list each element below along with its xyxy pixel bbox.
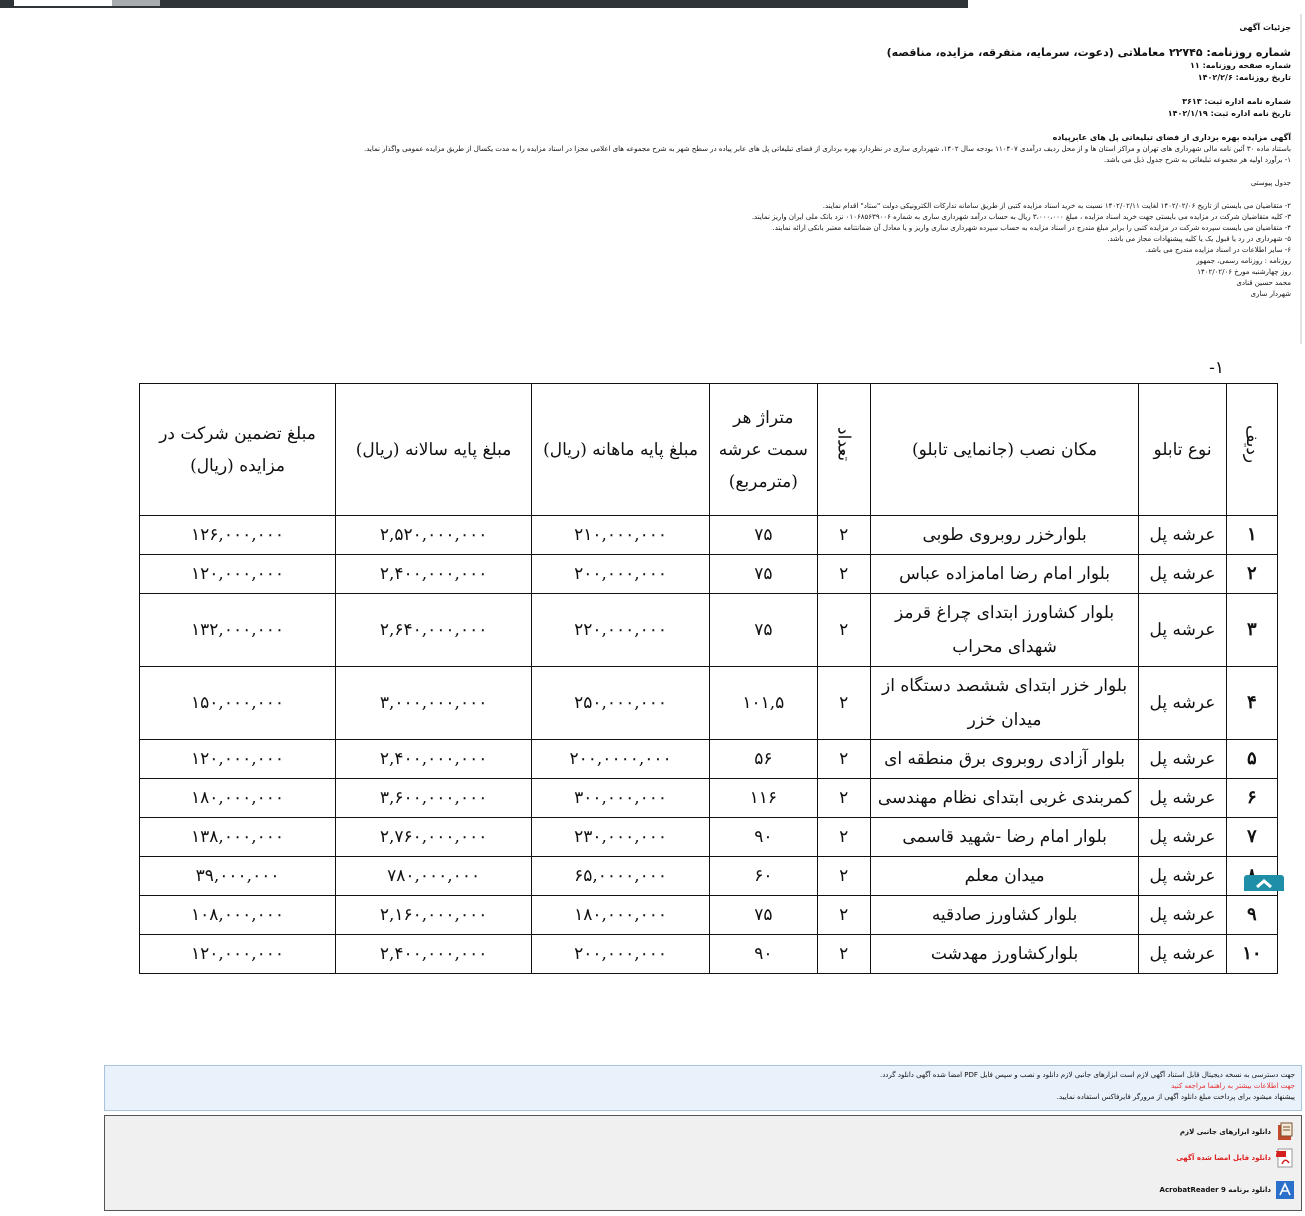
- notice-line: جهت دسترسی به نسخه دیجیتال قابل استناد آگهی لازم است ابزارهای جانبی لازم دانلود و نصب و سپس فایل PDF امضا شده آگهی دانلود گردد.: [879, 1071, 1295, 1079]
- cell-count: ۲: [817, 857, 870, 896]
- notice-line: پیشنهاد میشود برای پرداخت مبلغ دانلود آگهی از مرورگر فایرفاکس استفاده نمایید.: [1056, 1093, 1295, 1101]
- cell-area: ۵۶: [710, 740, 818, 779]
- condition-line: ۵- شهرداری در رد یا قبول یک یا کلیه پیشنهادات مجاز می باشد.: [1107, 235, 1291, 243]
- cell-place: کمربندی غربی ابتدای نظام مهندسی: [870, 779, 1138, 818]
- cell-monthly: ۳۰۰,۰۰۰,۰۰۰: [532, 779, 710, 818]
- cell-area: ۷۵: [710, 896, 818, 935]
- cell-area: ۷۵: [710, 594, 818, 667]
- cell-row: ۹: [1226, 896, 1277, 935]
- top-tab-secondary[interactable]: [112, 0, 160, 6]
- cell-monthly: ۶۵,۰۰۰۰,۰۰۰: [532, 857, 710, 896]
- cell-count: ۲: [817, 896, 870, 935]
- page-number: شماره صفحه روزنامه: ۱۱: [1190, 61, 1291, 70]
- cell-count: ۲: [817, 740, 870, 779]
- attached-table-label: جدول پیوستی: [1250, 179, 1291, 187]
- cell-guarantee: ۳۹,۰۰۰,۰۰۰: [140, 857, 336, 896]
- cell-area: ۷۵: [710, 516, 818, 555]
- download-signed-pdf-link[interactable]: F دانلود فایل امضا شده آگهی: [1176, 1148, 1295, 1168]
- cell-monthly: ۲۰۰,۰۰۰,۰۰۰: [532, 935, 710, 974]
- signer-name: محمد حسین قنادی: [1236, 279, 1291, 287]
- download-acrobat-link[interactable]: دانلود برنامه AcrobatReader 9: [1160, 1180, 1295, 1200]
- cell-type: عرشه پل: [1139, 516, 1226, 555]
- cell-row: ۵: [1226, 740, 1277, 779]
- cell-type: عرشه پل: [1139, 667, 1226, 740]
- cell-type: عرشه پل: [1139, 779, 1226, 818]
- condition-line: ۲- متقاضیان می بایستی از تاریخ ۱۴۰۲/۰۲/۰۶ لغایت ۱۴۰۲/۰۲/۱۱ نسبت به خرید اسناد مزایده کتبی از طریق سامانه تدارکات الکترونیکی دولت "ستاد" اقدام نمایند.: [822, 202, 1291, 210]
- cell-guarantee: ۱۸۰,۰۰۰,۰۰۰: [140, 779, 336, 818]
- cell-area: ۱۰۱,۵: [710, 667, 818, 740]
- cell-monthly: ۲۵۰,۰۰۰,۰۰۰: [532, 667, 710, 740]
- cell-guarantee: ۱۲۰,۰۰۰,۰۰۰: [140, 555, 336, 594]
- cell-place: بلوارخزر روبروی طوبی: [870, 516, 1138, 555]
- cell-row: ۳: [1226, 594, 1277, 667]
- cell-annual: ۲,۶۴۰,۰۰۰,۰۰۰: [336, 594, 532, 667]
- cell-place: بلوار کشاورز صادقیه: [870, 896, 1138, 935]
- cell-count: ۲: [817, 516, 870, 555]
- publication: روزنامه : روزنامه رسمی، جمهور: [1196, 257, 1291, 265]
- cell-area: ۹۰: [710, 935, 818, 974]
- table-row: [140, 555, 1278, 594]
- cell-place: میدان معلم: [870, 857, 1138, 896]
- cell-area: ۷۵: [710, 555, 818, 594]
- help-link[interactable]: جهت اطلاعات بیشتر به راهنما مراجعه کنید: [1171, 1082, 1295, 1090]
- scroll-to-top-button[interactable]: [1244, 875, 1284, 891]
- cell-type: عرشه پل: [1139, 740, 1226, 779]
- cell-type: عرشه پل: [1139, 555, 1226, 594]
- cell-area: ۹۰: [710, 818, 818, 857]
- cell-type: عرشه پل: [1139, 935, 1226, 974]
- cell-type: عرشه پل: [1139, 896, 1226, 935]
- ad-body-line: ۱- برآورد اولیه هر مجموعه تبلیغاتی به شرح جدول ذیل می باشد.: [1103, 156, 1291, 164]
- cell-count: ۲: [817, 818, 870, 857]
- header-type: نوع تابلو: [1139, 384, 1226, 516]
- header-guarantee: مبلغ تضمین شرکت در مزایده (ریال): [140, 384, 336, 516]
- cell-annual: ۲,۵۲۰,۰۰۰,۰۰۰: [336, 516, 532, 555]
- cell-guarantee: ۱۲۰,۰۰۰,۰۰۰: [140, 740, 336, 779]
- cell-place: بلوار امام رضا امامزاده عباس: [870, 555, 1138, 594]
- download-notice: [104, 1065, 1302, 1111]
- cell-row: ۴: [1226, 667, 1277, 740]
- cell-guarantee: ۱۳۸,۰۰۰,۰۰۰: [140, 818, 336, 857]
- cell-count: ۲: [817, 935, 870, 974]
- cell-type: عرشه پل: [1139, 818, 1226, 857]
- cell-monthly: ۲۲۰,۰۰۰,۰۰۰: [532, 594, 710, 667]
- cell-annual: ۲,۱۶۰,۰۰۰,۰۰۰: [336, 896, 532, 935]
- header-area: متراژ هر سمت عرشه (مترمربع): [710, 384, 818, 516]
- cell-place: بلوار کشاورز ابتدای چراغ قرمز شهدای محراب: [870, 594, 1138, 667]
- table-row: [140, 740, 1278, 779]
- header-count: تعداد: [817, 384, 870, 516]
- cell-monthly: ۲۱۰,۰۰۰,۰۰۰: [532, 516, 710, 555]
- cell-monthly: ۲۰۰,۰۰۰۰,۰۰۰: [532, 740, 710, 779]
- table-row: [140, 857, 1278, 896]
- acrobat-icon: [1275, 1180, 1295, 1200]
- cell-annual: ۷۸۰,۰۰۰,۰۰۰: [336, 857, 532, 896]
- cell-monthly: ۲۳۰,۰۰۰,۰۰۰: [532, 818, 710, 857]
- ad-title: آگهی مزایده بهره برداری از فضای تبلیغاتی پل های عابرپیاده: [1052, 133, 1291, 142]
- cell-row: ۱: [1226, 516, 1277, 555]
- condition-line: ۴- متقاضیان می بایست سپرده شرکت در مزایده کتبی را برابر مبلغ مندرج در اسناد مزایده به حساب سپرده شهرداری ساری واریز و یا معادل آن ضمانتنامه معتبر بانکی ارائه نمایند.: [772, 224, 1291, 232]
- cell-area: ۶۰: [710, 857, 818, 896]
- cell-annual: ۳,۰۰۰,۰۰۰,۰۰۰: [336, 667, 532, 740]
- registry-number: شماره نامه اداره ثبت: ۳۶۱۳: [1182, 97, 1291, 106]
- cell-area: ۱۱۶: [710, 779, 818, 818]
- table-row: [140, 935, 1278, 974]
- pdf-icon: [1275, 1148, 1295, 1168]
- cell-row: ۶: [1226, 779, 1277, 818]
- cell-annual: ۲,۷۶۰,۰۰۰,۰۰۰: [336, 818, 532, 857]
- table-header-row: [140, 384, 1278, 516]
- newspaper-number: شماره روزنامه: ۲۲۷۴۵ معاملاتی (دعوت، سرمایه، متفرقه، مزایده، مناقصه): [886, 46, 1291, 59]
- package-icon: [1275, 1122, 1295, 1142]
- cell-annual: ۳,۶۰۰,۰۰۰,۰۰۰: [336, 779, 532, 818]
- section-title: جزئیات آگهی: [1239, 23, 1291, 32]
- cell-place: بلوار آزادی روبروی برق منطقه ای: [870, 740, 1138, 779]
- cell-guarantee: ۱۳۲,۰۰۰,۰۰۰: [140, 594, 336, 667]
- cell-count: ۲: [817, 667, 870, 740]
- cell-place: بلوار امام رضا -شهید قاسمی: [870, 818, 1138, 857]
- cell-monthly: ۲۰۰,۰۰۰,۰۰۰: [532, 555, 710, 594]
- ad-body-line: باستناد ماده ۳۰ آئین نامه مالی شهرداری های تهران و مراکز استان ها و از محل ردیف درآمدی ۱۱۰۴۰۷ بودجه سال ۱۴۰۲، شهرداری ساری در نظردارد بهره برداری از فضای تبلیغاتی پل های عابر پیاده در سطح شهر به شرح مجموعه های اعلامی مجزا در اسناد مزایده را به مدت یکسال از طریق مزایده عمومی واگذار نماید.: [364, 145, 1291, 153]
- table-number: ۱-: [1209, 358, 1224, 378]
- table-row: [140, 594, 1278, 667]
- cell-guarantee: ۱۲۰,۰۰۰,۰۰۰: [140, 935, 336, 974]
- condition-line: ۳- کلیه متقاضیان شرکت در مزایده می بایستی جهت خرید اسناد مزایده ، مبلغ ۳،۰۰۰،۰۰۰ ریال به حساب درآمد شهرداری ساری به شماره ۰۱۰۶۸۵۶۳۹۰۰۶ نزد بانک ملی ایران واریز نمایند.: [751, 213, 1291, 221]
- cell-type: عرشه پل: [1139, 594, 1226, 667]
- table-row: [140, 667, 1278, 740]
- ad-details: [191, 22, 1291, 300]
- download-panel: [104, 1115, 1302, 1211]
- table-row: [140, 818, 1278, 857]
- cell-annual: ۲,۴۰۰,۰۰۰,۰۰۰: [336, 555, 532, 594]
- cell-place: بلوار خزر ابتدای ششصد دستگاه از میدان خزر: [870, 667, 1138, 740]
- scrollbar-track[interactable]: [1300, 14, 1302, 344]
- registry-date: تاریخ نامه اداره ثبت: ۱۴۰۲/۱/۱۹: [1167, 109, 1291, 118]
- cell-count: ۲: [817, 779, 870, 818]
- publication-date: روز چهارشنبه مورخ ۱۴۰۲/۰۲/۰۶: [1197, 268, 1291, 276]
- cell-annual: ۲,۴۰۰,۰۰۰,۰۰۰: [336, 740, 532, 779]
- cell-guarantee: ۱۲۶,۰۰۰,۰۰۰: [140, 516, 336, 555]
- cell-place: بلوارکشاورز مهدشت: [870, 935, 1138, 974]
- download-tools-link[interactable]: دانلود ابزارهای جانبی لازم: [1180, 1122, 1295, 1142]
- condition-line: ۶- سایر اطلاعات در اسناد مزایده مندرج می باشد.: [1145, 246, 1291, 254]
- header-annual: مبلغ پایه سالانه (ریال): [336, 384, 532, 516]
- browser-top-bar: [0, 0, 968, 8]
- cell-count: ۲: [817, 594, 870, 667]
- table-row: [140, 896, 1278, 935]
- header-place: مکان نصب (جانمایی تابلو): [870, 384, 1138, 516]
- table-row: [140, 516, 1278, 555]
- cell-guarantee: ۱۰۸,۰۰۰,۰۰۰: [140, 896, 336, 935]
- top-tab[interactable]: [14, 0, 112, 6]
- cell-row: ۷: [1226, 818, 1277, 857]
- cell-row: ۱۰: [1226, 935, 1277, 974]
- header-row-number: ردیف: [1226, 384, 1277, 516]
- chevron-up-icon: [1244, 875, 1284, 891]
- cell-count: ۲: [817, 555, 870, 594]
- svg-text:PDF: F: [1275, 1152, 1277, 1158]
- header-monthly: مبلغ پایه ماهانه (ریال): [532, 384, 710, 516]
- cell-monthly: ۱۸۰,۰۰۰,۰۰۰: [532, 896, 710, 935]
- cell-guarantee: ۱۵۰,۰۰۰,۰۰۰: [140, 667, 336, 740]
- table-row: [140, 779, 1278, 818]
- newspaper-date: تاریخ روزنامه: ۱۴۰۲/۲/۶: [1197, 73, 1291, 82]
- cell-row: ۲: [1226, 555, 1277, 594]
- auction-table: [139, 383, 1278, 974]
- signer-title: شهردار ساری: [1250, 290, 1291, 298]
- cell-type: عرشه پل: [1139, 857, 1226, 896]
- cell-annual: ۲,۴۰۰,۰۰۰,۰۰۰: [336, 935, 532, 974]
